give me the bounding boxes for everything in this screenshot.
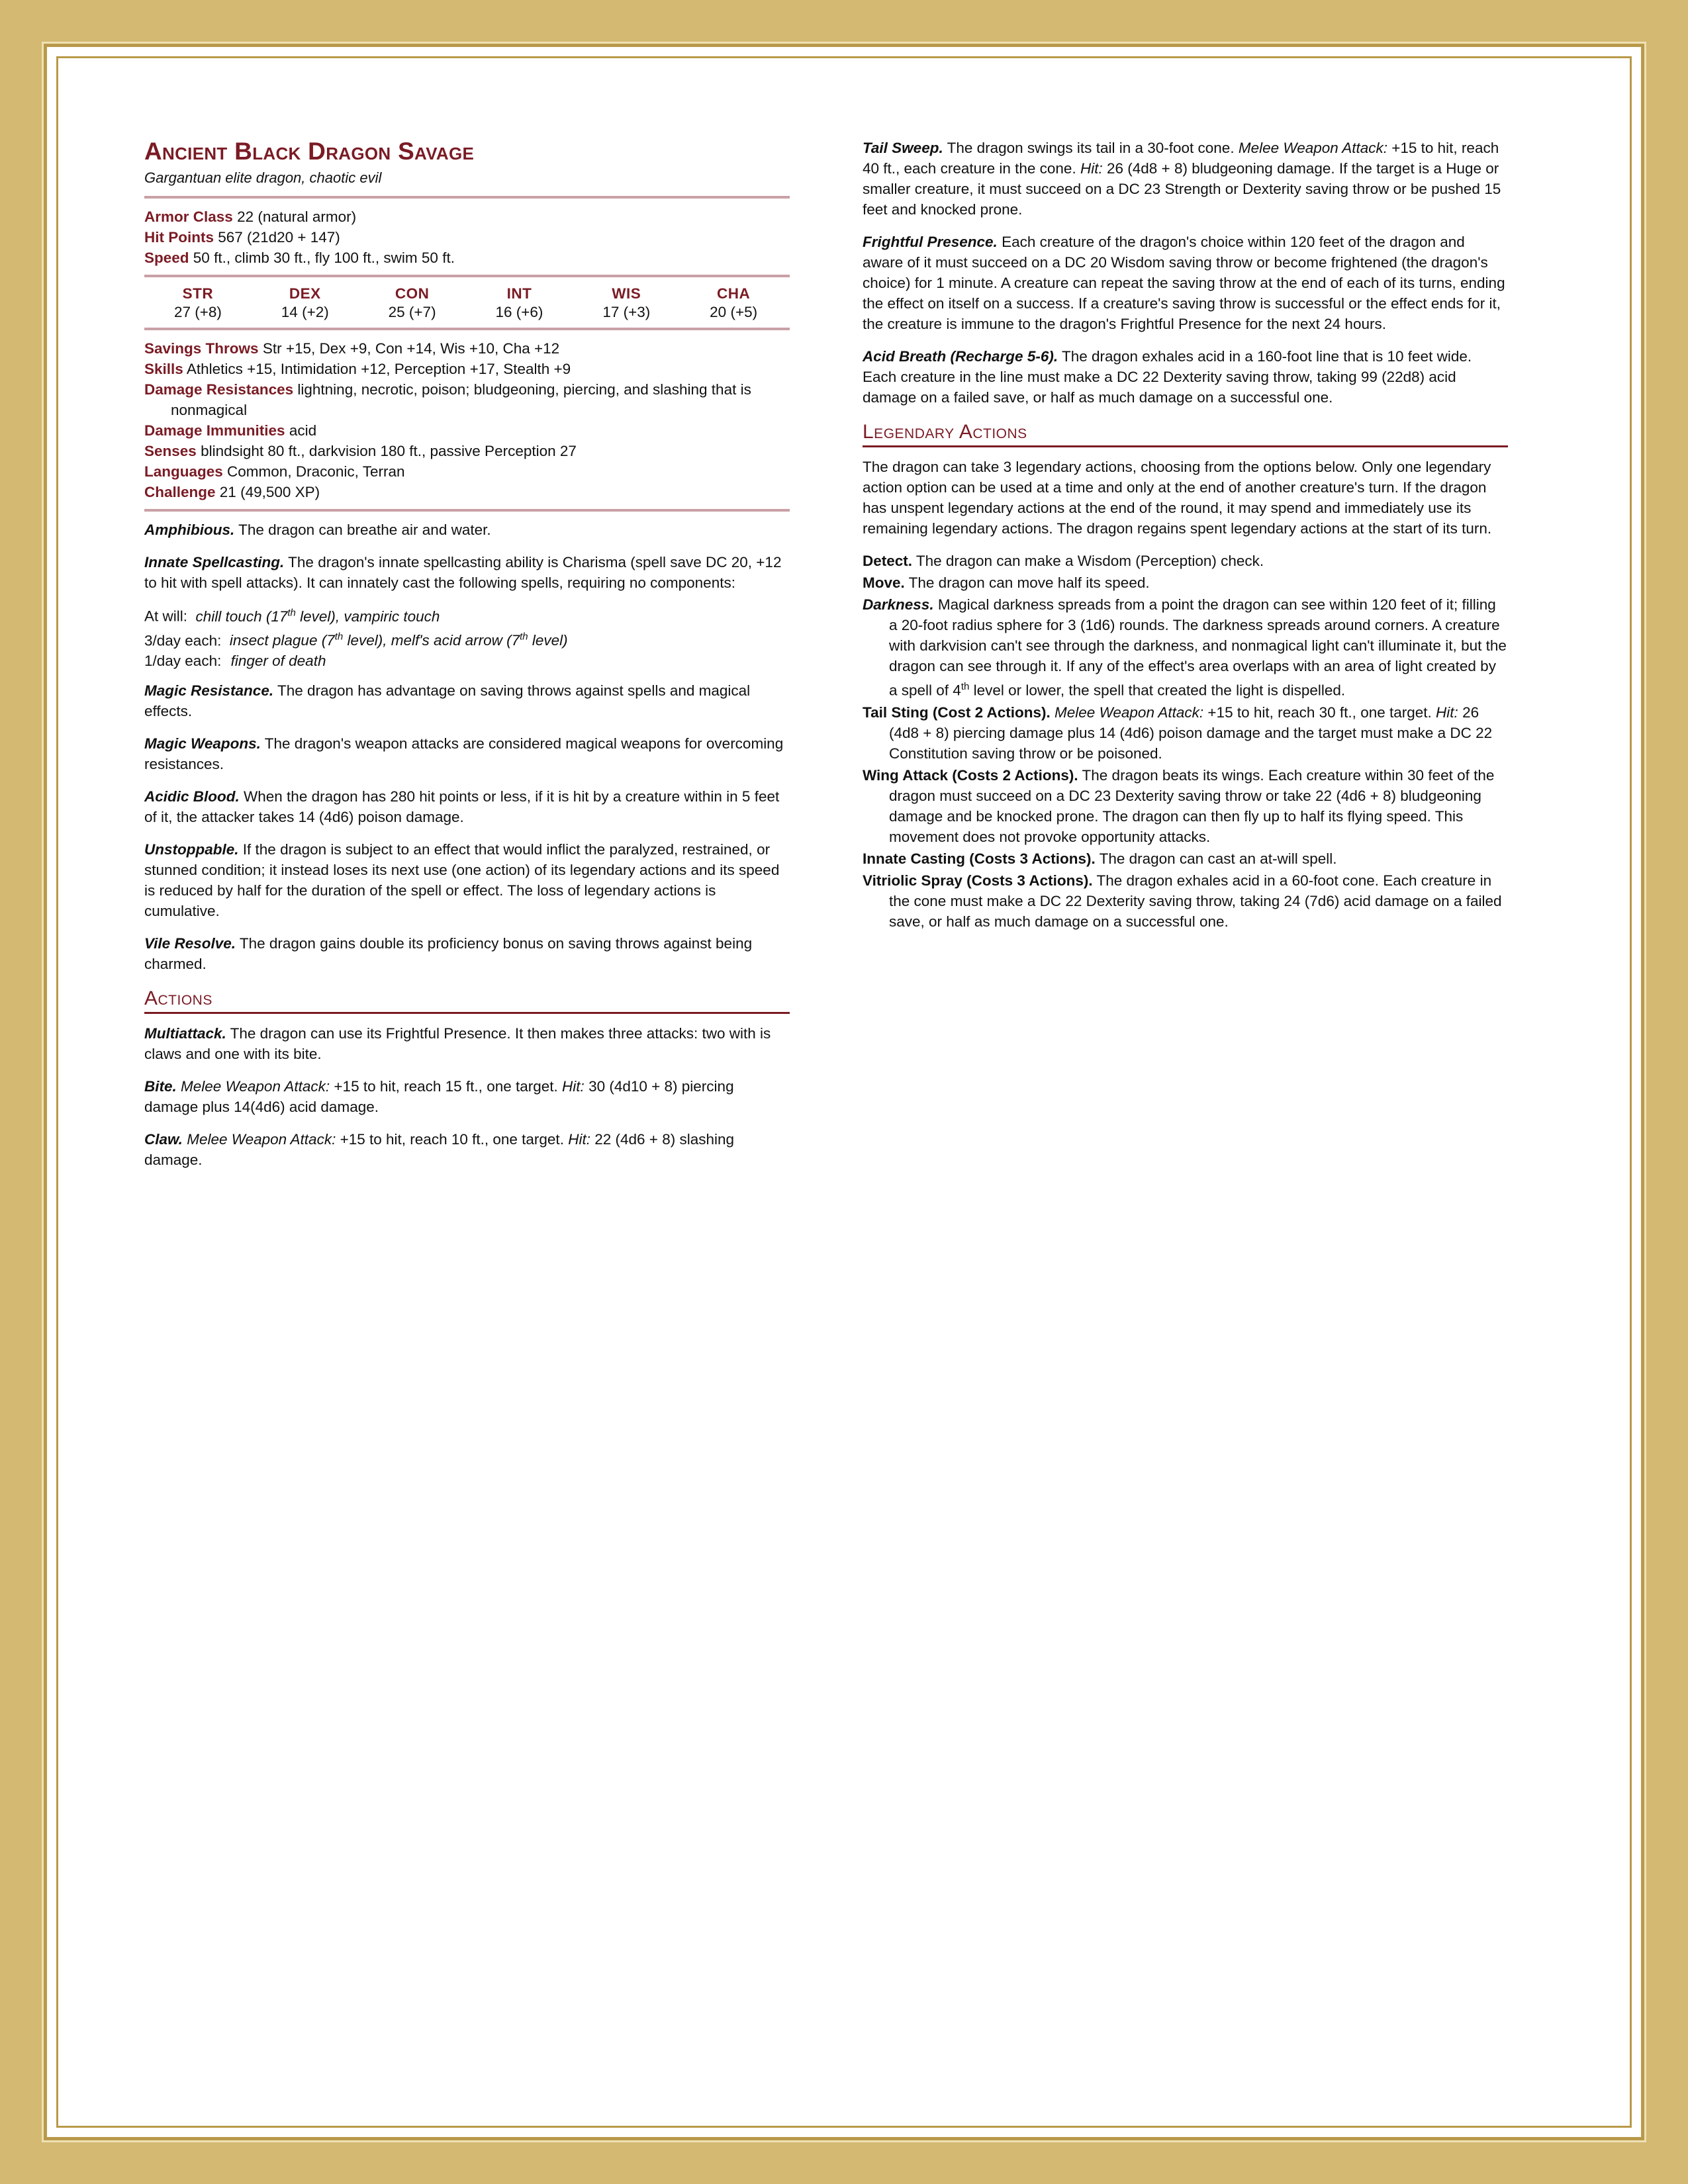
action-tail-sweep-hit-label: Hit: — [1080, 160, 1103, 177]
legendary-darkness-name: Darkness. — [863, 596, 934, 613]
page-title: Ancient Black Dragon Savage — [144, 138, 475, 165]
action-claw — [144, 1129, 790, 1170]
senses-label: Senses — [144, 443, 197, 459]
divider-traits — [144, 509, 790, 512]
legendary-tail-sting — [863, 702, 1508, 764]
speed-label: Speed — [144, 250, 189, 266]
trait-acidic-blood — [144, 786, 790, 827]
legendary-vitriolic-spray — [863, 870, 1508, 932]
trait-innate-spellcasting — [144, 552, 790, 593]
senses-value: blindsight 80 ft., darkvision 180 ft., passive Perception 27 — [201, 443, 577, 459]
legendary-actions-list — [863, 551, 1508, 932]
damage-resistances-value: lightning, necrotic, poison; bludgeoning, piercing, and slashing that is nonmagical — [171, 381, 751, 418]
legendary-tail-sting-attack-label: Melee Weapon Attack: — [1055, 704, 1204, 721]
legendary-wing-attack — [863, 765, 1508, 847]
trait-magic-weapons-text: The dragon's weapon attacks are considered magical weapons for overcoming resistances. — [144, 735, 784, 772]
action-tail-sweep-attack-label: Melee Weapon Attack: — [1238, 140, 1387, 156]
legendary-tail-sting-hit-label: Hit: — [1436, 704, 1458, 721]
action-bite — [144, 1076, 790, 1117]
spell-1day-label: 1/day each: — [144, 653, 222, 669]
trait-amphibious-text: The dragon can breathe air and water. — [238, 522, 491, 538]
ability-score-dex: 14 (+2) — [281, 304, 329, 320]
legendary-move-text: The dragon can move half its speed. — [908, 574, 1150, 591]
armor-class-line — [144, 206, 790, 227]
legendary-innate-casting-name: Innate Casting (Costs 3 Actions). — [863, 850, 1096, 867]
saving-throws-value: Str +15, Dex +9, Con +14, Wis +10, Cha +12 — [262, 340, 560, 357]
action-acid-breath — [863, 346, 1508, 408]
trait-acidic-blood-name: Acidic Blood. — [144, 788, 240, 805]
hit-points-label: Hit Points — [144, 229, 214, 246]
legendary-tail-sting-hit-text: 26 (4d8 + 8) piercing damage plus 14 (4d6) poison damage and the target must make a DC 22 Constitution saving throw or be poisoned. — [889, 704, 1493, 762]
saving-throws-line — [144, 338, 790, 359]
action-tail-sweep-hit-text: 26 (4d8 + 8) bludgeoning damage. If the target is a Huge or smaller creature, it must succeed on a DC 23 Strength or Dexterity saving throw or be pushed 15 feet and knocked prone. — [863, 160, 1501, 218]
action-frightful-presence — [863, 232, 1508, 334]
action-claw-name: Claw. — [144, 1131, 183, 1148]
action-claw-attack-label: Melee Weapon Attack: — [187, 1131, 336, 1148]
action-bite-hit-label: Hit: — [562, 1078, 585, 1095]
left-column — [144, 138, 790, 1182]
spell-at-will-label: At will: — [144, 608, 188, 625]
spell-3day-label: 3/day each: — [144, 632, 222, 649]
trait-innate-spellcasting-text: The dragon's innate spellcasting ability is Charisma (spell save DC 20, +12 to hit with spell attacks). It can innately cast the following spells, requiring no components: — [144, 554, 782, 591]
spell-1day-value: finger of death — [230, 653, 326, 669]
languages-value: Common, Draconic, Terran — [227, 463, 405, 480]
hit-points-value: 567 (21d20 + 147) — [218, 229, 340, 246]
trait-unstoppable-name: Unstoppable. — [144, 841, 239, 858]
page-border — [44, 44, 1644, 2140]
legendary-detect-name: Detect. — [863, 553, 913, 569]
trait-acidic-blood-text: When the dragon has 280 hit points or less, if it is hit by a creature within in 5 feet of it, the attacker takes 14 (4d6) poison damage. — [144, 788, 780, 825]
ability-name-str: STR — [182, 285, 214, 302]
action-multiattack-text: The dragon can use its Frightful Presence. It then makes three attacks: two with is claws and one with its bite. — [144, 1025, 771, 1062]
trait-magic-resistance-name: Magic Resistance. — [144, 682, 274, 699]
trait-vile-resolve-text: The dragon gains double its proficiency bonus on saving throws against being charmed. — [144, 935, 753, 972]
action-frightful-presence-name: Frightful Presence. — [863, 234, 998, 250]
ability-score-wis: 17 (+3) — [602, 304, 651, 320]
spell-at-will-row: At will: chill touch (17th level), vampiric touch — [144, 607, 440, 625]
hit-points-line — [144, 227, 790, 248]
page-inner-border — [56, 56, 1632, 2128]
ability-name-int: INT — [506, 285, 532, 302]
traits-section — [144, 520, 790, 974]
divider-abilities-top — [144, 275, 790, 277]
trait-magic-weapons-name: Magic Weapons. — [144, 735, 261, 752]
action-bite-name: Bite. — [144, 1078, 177, 1095]
action-acid-breath-text: The dragon exhales acid in a 160-foot line that is 10 feet wide. Each creature in the line must make a DC 22 Dexterity saving throw, taking 99 (22d8) acid damage on a failed save, or half as much damage on a successful one. — [863, 348, 1472, 406]
action-bite-attack-text: +15 to hit, reach 15 ft., one target. — [334, 1078, 558, 1095]
action-tail-sweep-name: Tail Sweep. — [863, 140, 943, 156]
trait-magic-resistance-text: The dragon has advantage on saving throws against spells and magical effects. — [144, 682, 751, 719]
spell-1day-row — [144, 651, 790, 671]
senses-line — [144, 441, 790, 461]
spell-list — [144, 602, 790, 671]
ability-name-cha: CHA — [717, 285, 751, 302]
divider-top — [144, 196, 790, 199]
ability-name-dex: DEX — [289, 285, 321, 302]
legendary-detect-text: The dragon can make a Wisdom (Perception) check. — [915, 553, 1264, 569]
ability-name-wis: WIS — [612, 285, 641, 302]
trait-vile-resolve — [144, 933, 790, 974]
skills-line — [144, 359, 790, 379]
legendary-vitriolic-spray-name: Vitriolic Spray (Costs 3 Actions). — [863, 872, 1093, 889]
action-tail-sweep-attack-text: +15 to hit, reach 40 ft., each creature in the cone. — [863, 140, 1499, 177]
legendary-actions-heading: Legendary Actions — [863, 421, 1508, 447]
trait-amphibious-name: Amphibious. — [144, 522, 235, 538]
speed-value: 50 ft., climb 30 ft., fly 100 ft., swim 50 ft. — [193, 250, 455, 266]
challenge-line — [144, 482, 790, 502]
trait-unstoppable — [144, 839, 790, 921]
challenge-value: 21 (49,500 XP) — [219, 484, 320, 500]
legendary-detect — [863, 551, 1508, 571]
action-frightful-presence-text: Each creature of the dragon's choice within 120 feet of the dragon and aware of it must succeed on a DC 20 Wisdom saving throw or become frightened (the dragon's choice) for 1 minute. A creature can repeat the saving throw at the end of each of its turns, ending the effect on itself on a success. If a creature's saving throw is successful or the effect ends for it, the creature is immune to the dragon's Frightful Presence for the next 24 hours. — [863, 234, 1505, 332]
damage-resistances-label: Damage Resistances — [144, 381, 294, 398]
ability-score-str: 27 (+8) — [173, 304, 222, 320]
armor-class-value: 22 (natural armor) — [237, 208, 357, 225]
action-tail-sweep — [863, 138, 1508, 220]
legendary-tail-sting-name: Tail Sting (Cost 2 Actions). — [863, 704, 1051, 721]
trait-innate-spellcasting-name: Innate Spellcasting. — [144, 554, 285, 570]
action-tail-sweep-pre: The dragon swings its tail in a 30-foot cone. — [947, 140, 1235, 156]
armor-class-label: Armor Class — [144, 208, 233, 225]
action-multiattack-name: Multiattack. — [144, 1025, 226, 1042]
ability-name-con: CON — [395, 285, 430, 302]
legendary-darkness: Darkness. Magical darkness spreads from a point the dragon can see within 120 feet of it; filling a 20-foot radius sphere for 3 (1d6) rounds. The darkness spreads around corners. A creature with darkvision can't see through the darkness, and nonmagical light can't illuminate it, but the dragon can see through it. If any of the effect's area overlaps with an area of light created by a spell of 4th level or lower, the spell that created the light is dispelled. — [863, 596, 1507, 699]
action-bite-hit-text: 30 (4d10 + 8) piercing damage plus 14(4d6) acid damage. — [144, 1078, 734, 1115]
action-claw-attack-text: +15 to hit, reach 10 ft., one target. — [340, 1131, 564, 1148]
spell-3day-row: 3/day each: insect plague (7th level), melf's acid arrow (7th level) — [144, 631, 568, 649]
languages-line — [144, 461, 790, 482]
trait-amphibious — [144, 520, 790, 540]
damage-resistances-line — [144, 379, 790, 420]
trait-vile-resolve-name: Vile Resolve. — [144, 935, 236, 952]
trait-unstoppable-text: If the dragon is subject to an effect that would inflict the paralyzed, restrained, or stunned condition; it instead loses its next use (one action) of its legendary actions and its speed is reduced by half for the duration of the spell or effect. The loss of legendary actions is cumulative. — [144, 841, 780, 919]
legendary-intro: The dragon can take 3 legendary actions, choosing from the options below. Only one legendary action option can be used at a time and only at the end of another creature's turn. If the dragon has unspent legendary actions at the end of the round, it may spend and immediately use its remaining legendary actions. The dragon regains spent legendary actions at the start of its turn. — [863, 459, 1492, 537]
action-bite-attack-label: Melee Weapon Attack: — [181, 1078, 330, 1095]
legendary-tail-sting-attack-text: +15 to hit, reach 30 ft., one target. — [1207, 704, 1432, 721]
action-claw-hit-label: Hit: — [568, 1131, 590, 1148]
legendary-move — [863, 572, 1508, 593]
legendary-wing-attack-text: The dragon beats its wings. Each creature within 30 feet of the dragon must succeed on a DC 23 Dexterity saving throw or take 22 (4d6 + 8) bludgeoning damage and be knocked prone. The dragon can then fly up to half its flying speed. This movement does not provoke opportunity attacks. — [889, 766, 1495, 845]
speed-line — [144, 248, 790, 268]
divider-abilities-bottom — [144, 328, 790, 330]
challenge-label: Challenge — [144, 484, 216, 500]
skills-label: Skills — [144, 361, 183, 377]
trait-magic-resistance — [144, 680, 790, 721]
trait-magic-weapons — [144, 733, 790, 774]
legendary-move-name: Move. — [863, 574, 905, 591]
document-content — [144, 138, 1508, 1182]
languages-label: Languages — [144, 463, 223, 480]
action-acid-breath-name: Acid Breath (Recharge 5-6). — [863, 348, 1058, 365]
action-claw-hit-text: 22 (4d6 + 8) slashing damage. — [144, 1131, 734, 1168]
skills-value: Athletics +15, Intimidation +12, Perception +17, Stealth +9 — [186, 361, 571, 377]
damage-immunities-label: Damage Immunities — [144, 422, 285, 439]
legendary-vitriolic-spray-text: The dragon exhales acid in a 60-foot cone. Each creature in the cone must make a DC 22 Dexterity saving throw, taking 24 (7d6) acid damage on a failed save, or half as much damage on a successful one. — [889, 872, 1502, 930]
saving-throws-label: Savings Throws — [144, 340, 259, 357]
legendary-wing-attack-name: Wing Attack (Costs 2 Actions). — [863, 766, 1078, 784]
ability-score-con: 25 (+7) — [388, 304, 436, 320]
damage-immunities-line — [144, 420, 790, 441]
ability-score-int: 16 (+6) — [495, 304, 543, 320]
damage-immunities-value: acid — [289, 422, 317, 439]
right-column — [863, 138, 1508, 1182]
ability-score-row — [144, 304, 790, 321]
creature-subtitle: Gargantuan elite dragon, chaotic evil — [144, 169, 382, 186]
actions-heading: Actions — [144, 987, 790, 1014]
legendary-innate-casting — [863, 848, 1508, 869]
legendary-innate-casting-text: The dragon can cast an at-will spell. — [1099, 850, 1337, 867]
ability-header-row — [144, 285, 790, 302]
action-multiattack — [144, 1023, 790, 1064]
ability-score-cha: 20 (+5) — [710, 304, 758, 320]
